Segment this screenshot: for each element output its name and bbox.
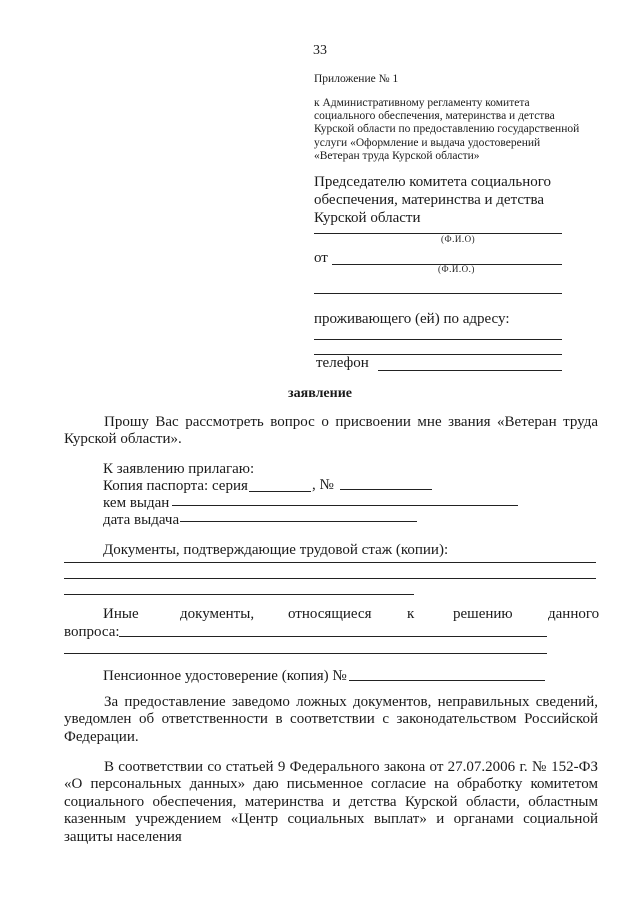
regulation-reference <box>314 97 614 163</box>
page-number: 33 <box>313 43 327 58</box>
pension-number-field[interactable] <box>349 680 545 681</box>
issued-by-label: кем выдан <box>103 495 170 511</box>
question-field[interactable] <box>119 636 547 637</box>
fio-caption: (Ф.И.О) <box>441 234 476 244</box>
addressee-line: Председателю комитета социального <box>314 174 552 190</box>
regulation-line: «Ветеран труда Курской области» <box>314 149 480 162</box>
question-field-2[interactable] <box>64 653 547 654</box>
work-docs-line-1[interactable] <box>64 562 596 563</box>
regulation-line: социального обеспечения, материнства и детства <box>314 110 555 123</box>
attach-intro: К заявлению прилагаю: <box>103 461 255 477</box>
request-paragraph: Прошу Вас рассмотреть вопрос о присвоении мне звания «Ветеран труда Курской области». <box>64 414 598 448</box>
pension-label: Пенсионное удостоверение (копия) № <box>103 668 347 684</box>
regulation-line: Курской области по предоставлению государственной <box>314 123 580 136</box>
passport-series-label: Копия паспорта: серия <box>103 478 248 494</box>
regulation-line: услуги «Оформление и выдача удостоверений <box>314 136 541 149</box>
other-docs-word: относящиеся <box>288 606 372 622</box>
passport-series-field[interactable] <box>249 491 311 492</box>
residing-label: проживающего (ей) по адресу: <box>314 311 510 327</box>
work-docs-line-2[interactable] <box>64 578 596 579</box>
other-docs-word: данного <box>548 606 600 622</box>
issue-date-field[interactable] <box>180 521 417 522</box>
name-extra-line[interactable] <box>314 293 562 294</box>
address-line-1[interactable] <box>314 339 562 340</box>
question-label: вопроса: <box>64 624 120 640</box>
consent-paragraph: В соответствии со статьей 9 Федерального закона от 27.07.2006 г. № 152-ФЗ «О персональных данных» даю письменное согласие на обработку комитетом социального обеспечения, материнства и детства Курской области, областным казенным учреждением «Центр социальных выплат» и органами социальной защиты населения <box>64 759 598 845</box>
issue-date-label: дата выдача <box>103 512 180 528</box>
regulation-line: к Административному регламенту комитета <box>314 97 530 109</box>
other-docs-word: к <box>407 606 415 622</box>
fio-line[interactable] <box>314 233 562 234</box>
addressee-line: обеспечения, материнства и детства <box>314 192 545 208</box>
other-docs-word: Иные <box>103 606 139 622</box>
addressee-block <box>314 173 574 227</box>
other-docs-word: решению <box>453 606 513 622</box>
appendix-title: Приложение № 1 <box>314 73 399 85</box>
fio-caption-2: (Ф.И.О.) <box>438 264 475 274</box>
liability-paragraph: За предоставление заведомо ложных документов, неправильных сведений, уведомлен об ответственности в соответствии с законодательством Российской Федерации. <box>64 694 598 745</box>
work-docs-label: Документы, подтверждающие трудовой стаж (копии): <box>103 542 449 558</box>
phone-label: телефон <box>316 355 369 371</box>
passport-number-field[interactable] <box>340 489 432 490</box>
passport-number-label: , № <box>312 477 334 493</box>
other-docs-word: документы, <box>180 606 255 622</box>
document-title: заявление <box>288 386 352 401</box>
addressee-line: Курской области <box>314 210 421 226</box>
from-label: от <box>314 250 328 266</box>
work-docs-line-3[interactable] <box>64 594 414 595</box>
issued-by-field[interactable] <box>172 505 518 506</box>
phone-line[interactable] <box>378 370 562 371</box>
